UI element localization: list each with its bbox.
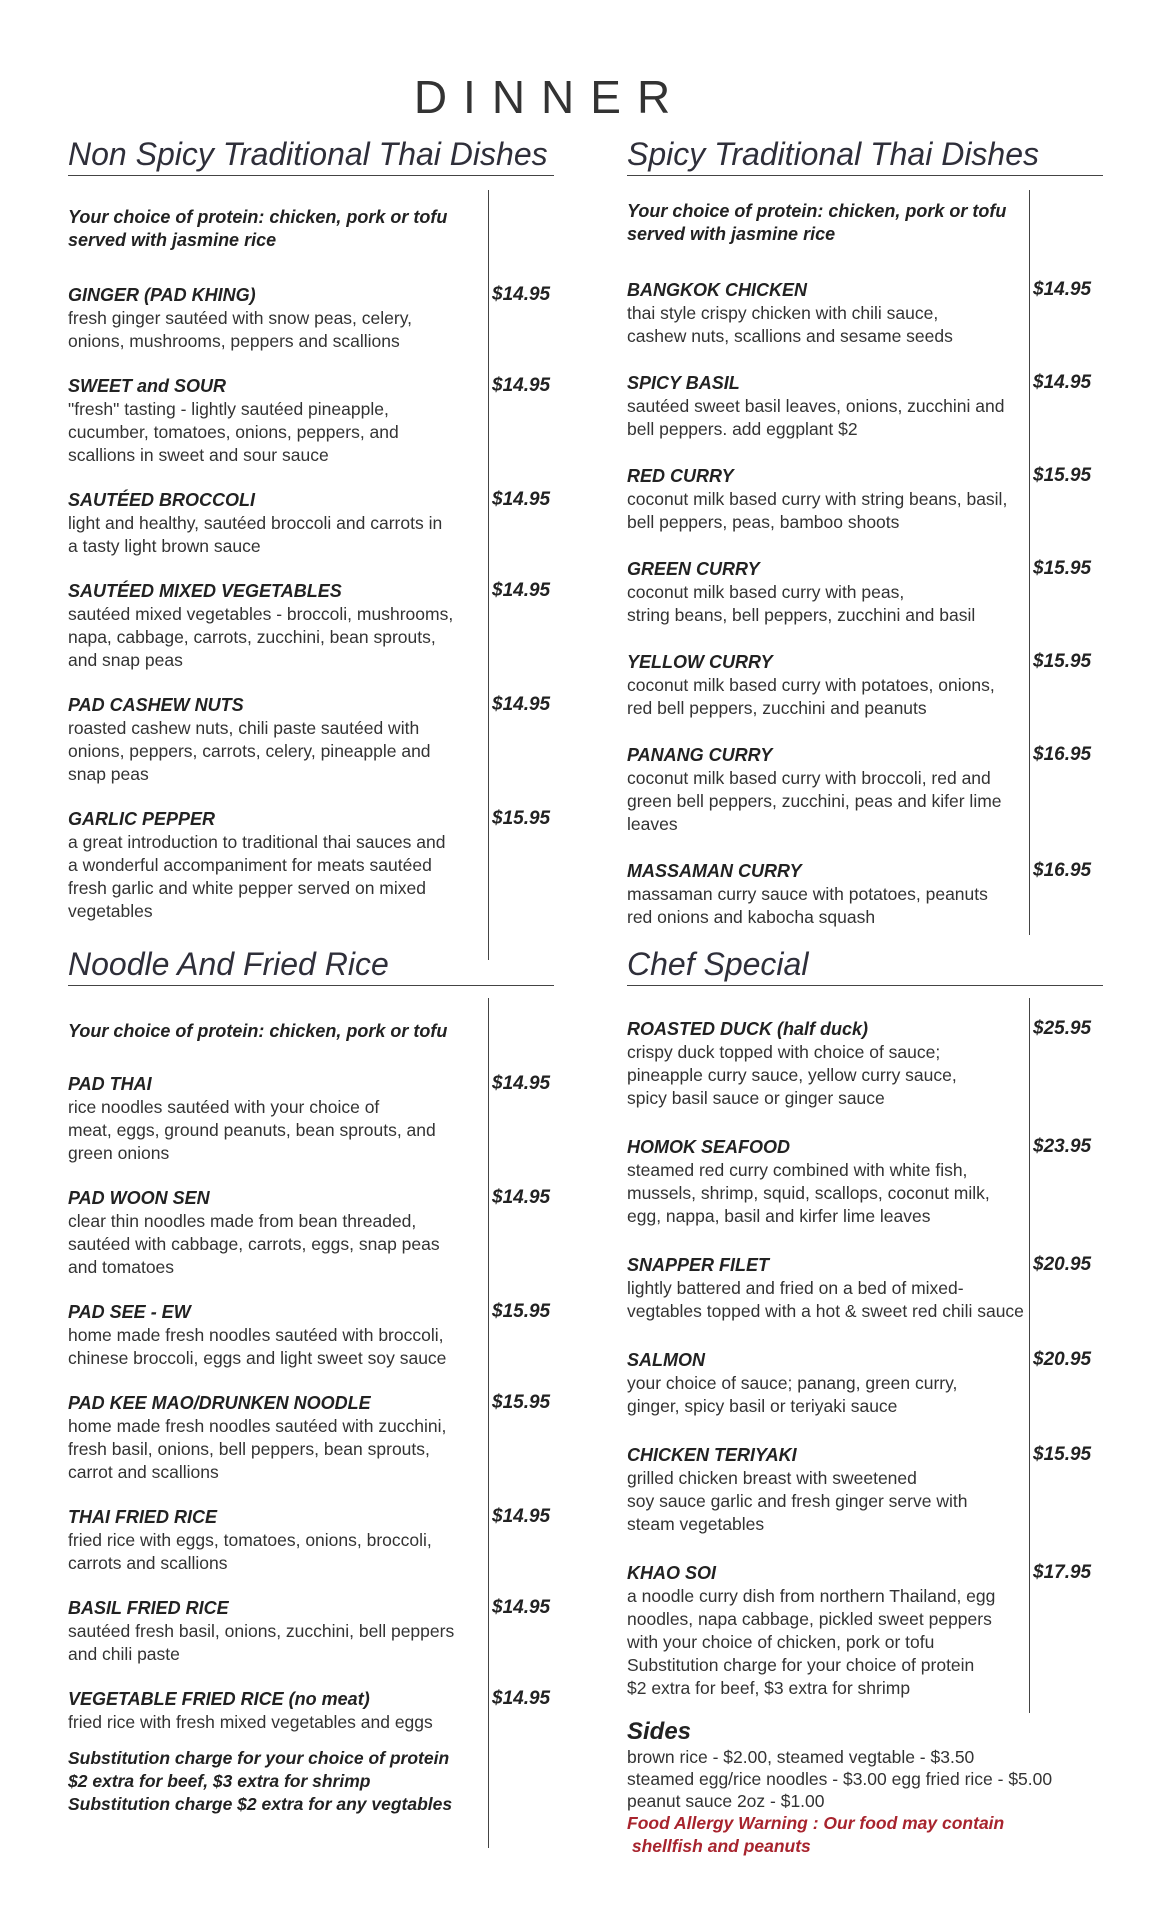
item-name: BANGKOK CHICKEN [627,280,807,300]
description-line: home made fresh noodles sautéed with broccoli, [68,1325,444,1345]
description-line: rice noodles sautéed with your choice of [68,1097,380,1117]
item-description [627,1277,1029,1323]
description-line: a wonderful accompaniment for meats sautéed [68,855,432,875]
description-line: fried rice with eggs, tomatoes, onions, broccoli, [68,1530,432,1550]
item-price: $20.95 [1033,1254,1092,1275]
item-price: $14.95 [492,694,551,715]
item-description [627,674,1029,720]
description-line: vegetables [68,901,153,921]
item-description [627,395,1029,441]
description-line: sautéed with cabbage, carrots, eggs, snap peas [68,1234,440,1254]
description-line: chinese broccoli, eggs and light sweet soy sauce [68,1348,447,1368]
description-line: coconut milk based curry with broccoli, red and [627,768,991,788]
item-description [627,302,1029,348]
item-name: THAI FRIED RICE [68,1507,218,1527]
description-line: bell peppers, peas, bamboo shoots [627,512,900,532]
description-line: clear thin noodles made from bean threaded, [68,1211,417,1231]
item-name: PANANG CURRY [627,745,773,765]
description-line: $2 extra for beef, $3 extra for shrimp [627,1678,911,1698]
description-line: soy sauce garlic and fresh ginger serve with [627,1491,968,1511]
item-price: $14.95 [1033,372,1092,393]
description-line: green bell peppers, zucchini, peas and kifer lime [627,791,1002,811]
item-price: $14.95 [1033,279,1092,300]
item-name: HOMOK SEAFOOD [627,1137,791,1157]
description-line: pineapple curry sauce, yellow curry sauce, [627,1065,957,1085]
item-description [68,1711,488,1734]
item-name: SALMON [627,1350,705,1370]
description-line: crispy duck topped with choice of sauce; [627,1042,941,1062]
description-line: red bell peppers, zucchini and peanuts [627,698,927,718]
item-description [68,1415,488,1484]
description-line: a tasty light brown sauce [68,536,261,556]
item-name: MASSAMAN CURRY [627,861,802,881]
menu-item [627,1444,1092,1536]
item-description [627,488,1029,534]
item-price: $14.95 [492,489,551,510]
sides-list [627,1746,1087,1812]
item-price: $15.95 [492,808,551,829]
item-description [627,767,1029,836]
item-price: $15.95 [1033,651,1092,672]
item-name: SAUTÉED MIXED VEGETABLES [68,581,342,601]
menu-item [68,1597,551,1666]
description-line: leaves [627,814,678,834]
description-line: cashew nuts, scallions and sesame seeds [627,326,953,346]
item-description [68,831,488,923]
item-description [68,717,488,786]
item-name: GARLIC PEPPER [68,809,216,829]
description-line: steam vegetables [627,1514,765,1534]
warning-line: Food Allergy Warning : Our food may contain [627,1813,1005,1833]
menu-item [68,375,551,467]
warning-line: shellfish and peanuts [627,1836,811,1856]
item-price: $17.95 [1033,1562,1092,1583]
item-name: CHICKEN TERIYAKI [627,1445,797,1465]
description-line: noodles, napa cabbage, pickled sweet peppers [627,1609,992,1629]
item-description [68,603,488,672]
description-line: fresh basil, onions, bell peppers, bean sprouts, [68,1439,430,1459]
description-line: "fresh" tasting - lightly sautéed pineapple, [68,399,389,419]
section-intro [68,190,488,252]
description-line: meat, eggs, ground peanuts, bean sprouts, and [68,1120,436,1140]
item-name: PAD KEE MAO/DRUNKEN NOODLE [68,1393,371,1413]
menu-item [627,651,1092,720]
description-line: onions, peppers, carrots, celery, pineapple and [68,741,431,761]
section-non-spicy [68,136,551,960]
description-line: green onions [68,1143,170,1163]
description-line: sautéed fresh basil, onions, zucchini, bell peppers [68,1621,455,1641]
item-price: $23.95 [1033,1136,1092,1157]
description-line: a great introduction to traditional thai sauces and [68,832,446,852]
item-description [68,398,488,467]
item-description [68,1324,488,1370]
item-price: $14.95 [492,375,551,396]
item-name: RED CURRY [627,466,734,486]
menu-item [627,465,1092,534]
section-chef-special [627,946,1092,1713]
item-description [627,1467,1029,1536]
description-line: snap peas [68,764,149,784]
menu-item [627,1018,1092,1110]
description-line: spicy basil sauce or ginger sauce [627,1088,885,1108]
item-name: VEGETABLE FRIED RICE (no meat) [68,1689,370,1709]
description-line: roasted cashew nuts, chili paste sautéed with [68,718,420,738]
item-price: $14.95 [492,1073,551,1094]
description-line: carrot and scallions [68,1462,219,1482]
description-line: light and healthy, sautéed broccoli and carrots in [68,513,443,533]
item-description [68,1529,488,1575]
menu-item [627,1254,1092,1323]
item-name: SPICY BASIL [627,373,740,393]
item-price: $25.95 [1033,1018,1092,1039]
section-body [68,998,551,1848]
description-line: fresh garlic and white pepper served on mixed [68,878,426,898]
intro-line: served with jasmine rice [68,230,277,250]
page-title: DINNER [413,71,687,123]
item-name: ROASTED DUCK (half duck) [627,1019,869,1039]
item-price: $15.95 [1033,1444,1092,1465]
item-price: $14.95 [492,1187,551,1208]
intro-line: Your choice of protein: chicken, pork or tofu [627,201,1007,221]
menu-item [627,744,1092,836]
description-line: your choice of sauce; panang, green curry, [627,1373,958,1393]
description-line: egg, nappa, basil and kirfer lime leaves [627,1206,931,1226]
item-description [627,1585,1029,1700]
note-line: $2 extra for beef, $3 extra for shrimp [68,1771,371,1791]
item-price: $14.95 [492,580,551,601]
item-description [68,1210,488,1279]
description-line: napa, cabbage, carrots, zucchini, bean sprouts, [68,627,436,647]
allergy-warning [627,1812,1087,1858]
item-price: $15.95 [492,1392,551,1413]
menu-item [68,1392,551,1484]
section-intro [627,190,1029,246]
description-line: massaman curry sauce with potatoes, peanuts [627,884,988,904]
item-price: $16.95 [1033,744,1092,765]
menu-item [627,1562,1092,1700]
menu-item [68,1688,551,1734]
item-price: $15.95 [1033,558,1092,579]
item-price: $16.95 [1033,860,1092,881]
item-name: SAUTÉED BROCCOLI [68,490,256,510]
description-line: cucumber, tomatoes, onions, peppers, and [68,422,399,442]
item-description [68,1096,488,1165]
item-description [627,1159,1029,1228]
intro-line: Your choice of protein: chicken, pork or tofu [68,1021,448,1041]
description-line: bell peppers. add eggplant $2 [627,419,858,439]
section-body [68,190,551,960]
item-name: PAD SEE - EW [68,1302,191,1322]
item-price: $20.95 [1033,1349,1092,1370]
section-heading: Noodle And Fried Rice [68,946,554,986]
description-line: Substitution charge for your choice of protein [627,1655,975,1675]
description-line: sautéed sweet basil leaves, onions, zucchini and [627,396,1005,416]
item-description [68,512,488,558]
description-line: carrots and scallions [68,1553,228,1573]
sides-line: peanut sauce 2oz - $1.00 [627,1791,825,1811]
sides-line: steamed egg/rice noodles - $3.00 egg fried rice - $5.00 [627,1769,1053,1789]
note-line: Substitution charge for your choice of protein [68,1748,450,1768]
menu-item [627,558,1092,627]
menu-item [627,372,1092,441]
item-description [627,1041,1029,1110]
section-heading: Spicy Traditional Thai Dishes [627,136,1103,176]
menu-item [68,808,551,923]
menu-item [68,580,551,672]
description-line: a noodle curry dish from northern Thailand, egg [627,1586,996,1606]
menu-item [68,489,551,558]
item-description [627,1372,1029,1418]
item-name: YELLOW CURRY [627,652,773,672]
menu-item [68,1506,551,1575]
item-description [627,883,1029,929]
menu-item [627,279,1092,348]
menu-item [627,1136,1092,1228]
section-body [627,998,1092,1713]
item-description [68,307,488,353]
item-price: $15.95 [1033,465,1092,486]
description-line: onions, mushrooms, peppers and scallions [68,331,400,351]
intro-line: served with jasmine rice [627,224,836,244]
item-price: $14.95 [492,284,551,305]
item-name: GINGER (PAD KHING) [68,285,256,305]
menu-item [627,860,1092,929]
section-spicy [627,136,1092,935]
item-price: $14.95 [492,1688,551,1709]
item-name: PAD WOON SEN [68,1188,210,1208]
substitution-note [68,1747,488,1816]
description-line: grilled chicken breast with sweetened [627,1468,917,1488]
description-line: string beans, bell peppers, zucchini and basil [627,605,976,625]
item-name: SWEET and SOUR [68,376,227,396]
description-line: coconut milk based curry with string beans, basil, [627,489,1008,509]
item-price: $14.95 [492,1506,551,1527]
description-line: steamed red curry combined with white fish, [627,1160,968,1180]
description-line: ginger, spicy basil or teriyaki sauce [627,1396,898,1416]
description-line: with your choice of chicken, pork or tofu [627,1632,935,1652]
menu-item [68,1187,551,1279]
menu-item [68,1073,551,1165]
section-heading: Chef Special [627,946,1103,986]
description-line: lightly battered and fried on a bed of mixed- [627,1278,964,1298]
menu-item [68,694,551,786]
description-line: red onions and kabocha squash [627,907,876,927]
description-line: and tomatoes [68,1257,175,1277]
sides-title: Sides [627,1718,692,1745]
item-name: GREEN CURRY [627,559,760,579]
section-intro [68,998,488,1043]
note-line: Substitution charge $2 extra for any vegtables [68,1794,453,1814]
item-description [627,581,1029,627]
section-heading: Non Spicy Traditional Thai Dishes [68,136,554,176]
description-line: home made fresh noodles sautéed with zucchini, [68,1416,447,1436]
item-name: PAD THAI [68,1074,152,1094]
menu-item [68,1301,551,1370]
sides-line: brown rice - $2.00, steamed vegtable - $3.50 [627,1747,975,1767]
description-line: and snap peas [68,650,183,670]
item-name: SNAPPER FILET [627,1255,770,1275]
item-name: PAD CASHEW NUTS [68,695,244,715]
description-line: coconut milk based curry with potatoes, onions, [627,675,995,695]
description-line: fresh ginger sautéed with snow peas, celery, [68,308,413,328]
description-line: sautéed mixed vegetables - broccoli, mushrooms, [68,604,454,624]
section-body [627,190,1092,935]
item-price: $15.95 [492,1301,551,1322]
item-description [68,1620,488,1666]
section-sides [627,1718,1087,1858]
item-name: KHAO SOI [627,1563,717,1583]
description-line: coconut milk based curry with peas, [627,582,905,602]
description-line: fried rice with fresh mixed vegetables and eggs [68,1712,433,1732]
description-line: and chili paste [68,1644,180,1664]
description-line: vegtables topped with a hot & sweet red chili sauce [627,1301,1024,1321]
intro-line: Your choice of protein: chicken, pork or tofu [68,207,448,227]
description-line: thai style crispy chicken with chili sauce, [627,303,939,323]
item-name: BASIL FRIED RICE [68,1598,229,1618]
menu-item [68,284,551,353]
menu-item [627,1349,1092,1418]
section-noodle [68,946,551,1848]
description-line: scallions in sweet and sour sauce [68,445,329,465]
description-line: mussels, shrimp, squid, scallops, coconut milk, [627,1183,990,1203]
item-price: $14.95 [492,1597,551,1618]
